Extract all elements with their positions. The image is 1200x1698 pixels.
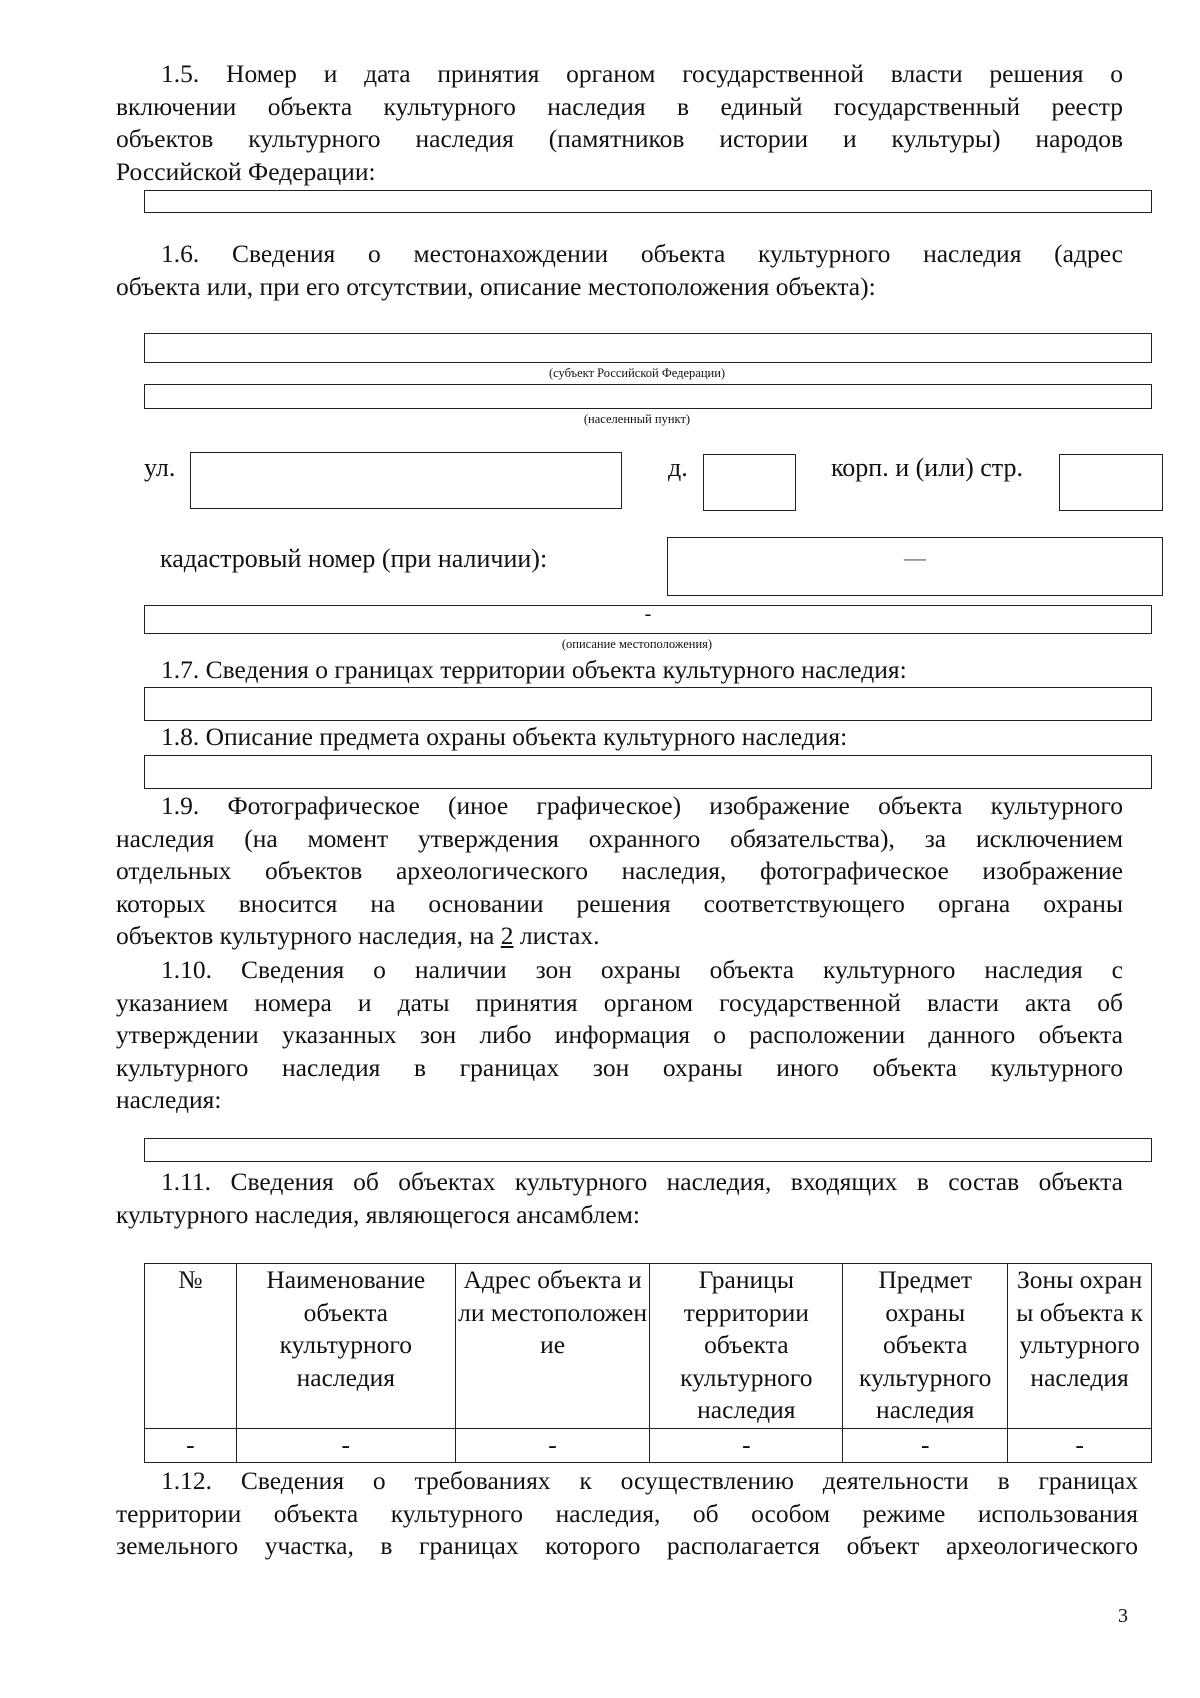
header-name: Наименование объекта культурного наследия [236, 1264, 455, 1429]
text-line: Российской Федерации: [116, 156, 376, 186]
section-1-6-text [116, 238, 1123, 303]
location-field[interactable] [144, 605, 1152, 634]
street-field[interactable] [190, 452, 622, 509]
decision-field[interactable] [144, 190, 1152, 213]
house-label: д. [668, 453, 688, 482]
boundaries-field[interactable] [144, 687, 1152, 721]
text-line: 1.9. Фотографическое (иное графическое) изображение объекта культурного [161, 791, 1123, 820]
header-protection-subject: Предмет охраны объекта культурного наследия [843, 1264, 1008, 1429]
text-line: 1.11. Сведения об объектах культурного наследия, входящих в состав объекта [161, 1167, 1123, 1196]
table-row [145, 1429, 1152, 1463]
header-address: Адрес объекта или местоположение [455, 1264, 650, 1429]
section-1-8-text [116, 721, 1123, 754]
header-number: № [145, 1264, 237, 1429]
subject-field[interactable] [144, 333, 1152, 363]
protection-subject-field[interactable] [144, 755, 1152, 789]
building-label: корп. и (или) стр. [831, 453, 1023, 482]
cadastral-field[interactable] [667, 537, 1163, 596]
text-line: наследия: [116, 1085, 222, 1115]
location-caption: (описание местоположения) [561, 637, 713, 651]
text-line: культурного наследия, являющегося ансамблем: [116, 1199, 640, 1229]
section-1-10-text [116, 954, 1123, 1117]
page-number: 3 [1118, 1605, 1128, 1627]
text-line: отдельных объектов археологического наследия, фотографическое изображение [116, 856, 1123, 886]
text-line: наследия (на момент утверждения охранного обязательства), за исключением [116, 823, 1123, 853]
text-line: 1.7. Сведения о границах территории объекта культурного наследия: [161, 655, 907, 684]
text-line: земельного участка, в границах которого располагается объект археологического [116, 1531, 1138, 1561]
ensemble-table [144, 1263, 1152, 1463]
subject-caption: (субъект Российской Федерации) [548, 366, 726, 380]
table-cell: - [236, 1429, 455, 1463]
text-line [116, 920, 1123, 953]
table-cell: - [455, 1429, 650, 1463]
section-1-11-text [116, 1166, 1123, 1231]
building-field[interactable] [1059, 454, 1163, 511]
table-header-row [145, 1264, 1152, 1429]
sheets-text-before: объектов культурного наследия, на [116, 921, 501, 951]
text-line: 1.8. Описание предмета охраны объекта культурного наследия: [161, 722, 848, 751]
protection-zones-field[interactable] [144, 1138, 1152, 1162]
text-line: указанием номера и даты принятия органом государственной власти акта об [116, 987, 1123, 1017]
section-1-7-text [116, 654, 1123, 687]
text-line: которых вносится на основании решения соответствующего органа охраны [116, 888, 1123, 918]
house-field[interactable] [703, 454, 796, 511]
section-1-12-text [116, 1465, 1138, 1563]
header-boundaries: Границы территории объекта культурного наследия [650, 1264, 843, 1429]
locality-field[interactable] [144, 384, 1152, 409]
street-label: ул. [144, 453, 176, 482]
text-line: объектов культурного наследия (памятников истории и культуры) народов [116, 124, 1123, 154]
text-line: включении объекта культурного наследия в единый государственный реестр [116, 91, 1123, 121]
sheets-text-after: листах. [513, 921, 600, 951]
table-cell: - [843, 1429, 1008, 1463]
cadastral-label: кадастровый номер (при наличии): [160, 544, 548, 573]
locality-caption: (населенный пункт) [583, 412, 691, 426]
text-line: 1.6. Сведения о местонахождении объекта культурного наследия (адрес [161, 239, 1123, 268]
text-line: 1.10. Сведения о наличии зон охраны объекта культурного наследия с [161, 955, 1123, 984]
text-line: объекта или, при его отсутствии, описание местоположения объекта): [116, 271, 876, 301]
section-1-9-text [116, 790, 1123, 953]
table-cell: - [650, 1429, 843, 1463]
text-line: 1.5. Номер и дата принятия органом государственной власти решения о [161, 59, 1123, 88]
text-line: территории объекта культурного наследия, об особом режиме использования [116, 1498, 1138, 1528]
location-value: - [644, 603, 652, 625]
text-line: 1.12. Сведения о требованиях к осуществлению деятельности в границах [161, 1466, 1138, 1495]
table-cell: - [1008, 1429, 1152, 1463]
section-1-5-text [116, 58, 1123, 188]
text-line: культурного наследия в границах зон охраны иного объекта культурного [116, 1052, 1123, 1082]
header-protection-zones: Зоны охраны объекта культурного наследия [1008, 1264, 1152, 1429]
table-cell: - [145, 1429, 237, 1463]
sheets-count: 2 [500, 921, 514, 951]
text-line: утверждении указанных зон либо информация о расположении данного объекта [116, 1020, 1123, 1050]
cadastral-value: — [904, 545, 926, 570]
